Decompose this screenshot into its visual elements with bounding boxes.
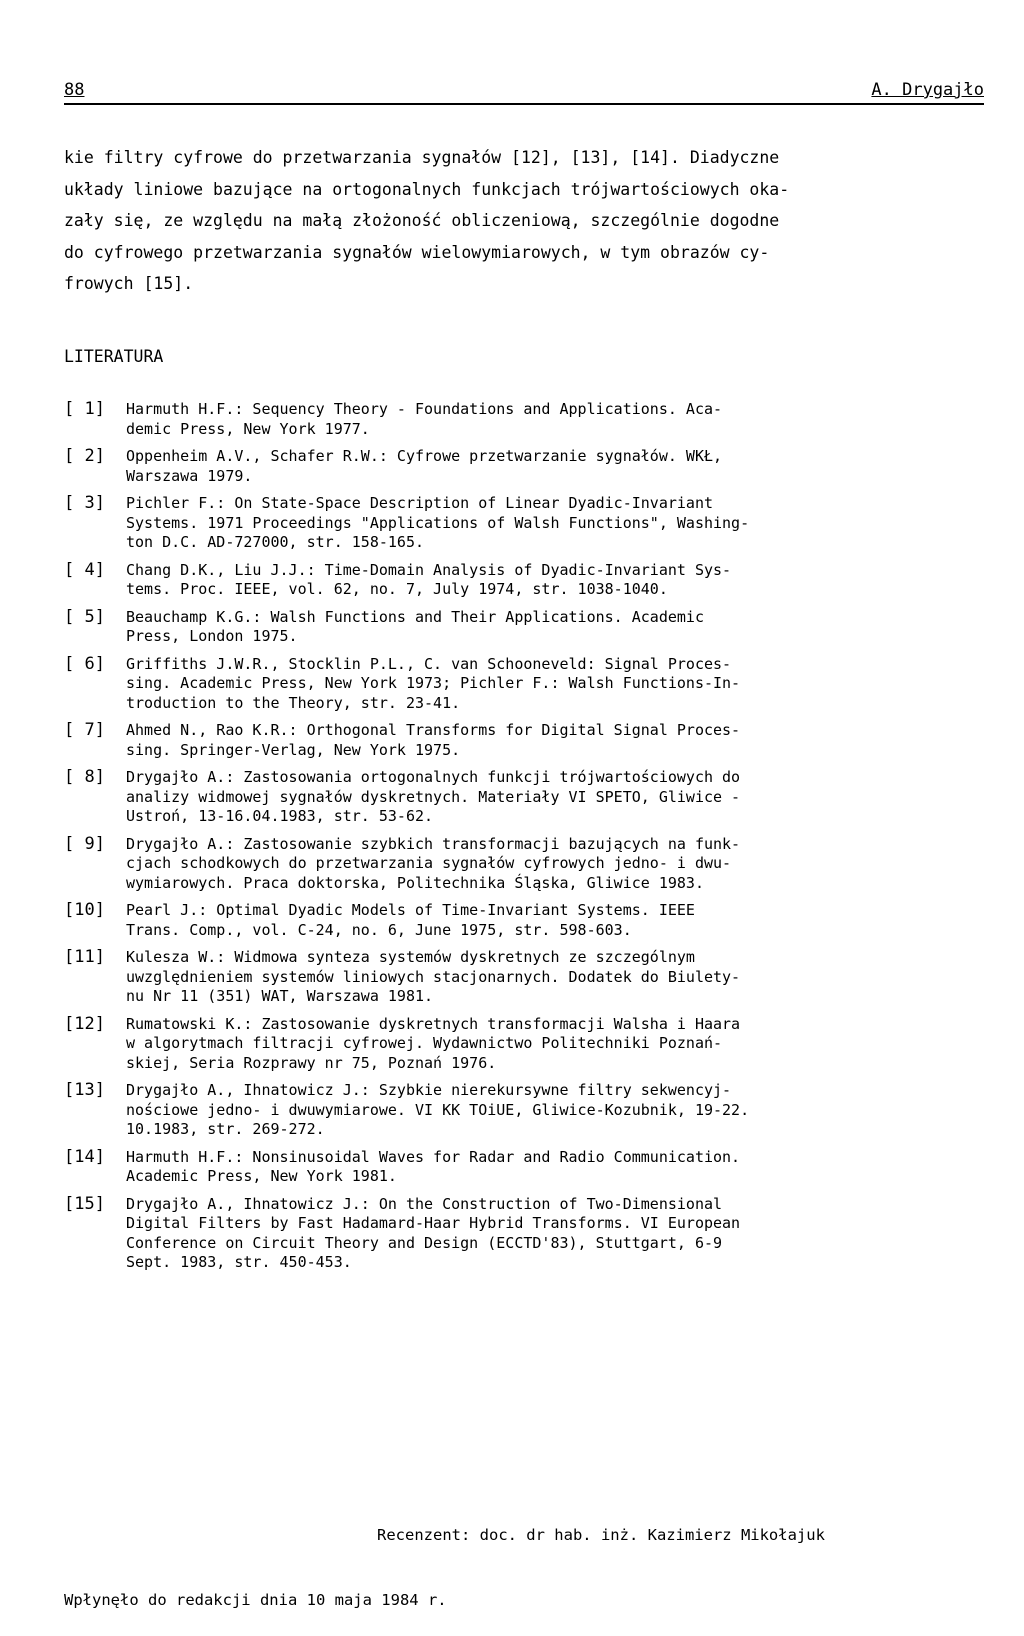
reference-item bbox=[64, 655, 994, 714]
page-number: 88 bbox=[64, 80, 85, 100]
reference-item bbox=[64, 1195, 994, 1273]
intro-paragraph: kie filtry cyfrowe do przetwarzania sygnałów [12], [13], [14]. Diadyczne układy liniowe bazujące na ortogonalnych funkcjach trójwartościowych oka- zały się, ze względu na małą złożoność obliczeniową, szczególnie dogodne do cyfrowego przetwarzania sygnałów wielowymiarowych, w tym obrazów cy- frowych [15]. bbox=[64, 148, 790, 293]
reference-text: Pichler F.: On State-Space Description of Linear Dyadic-Invariant Systems. 1971 Proceedings "Applications of Walsh Functions", Washing- ton D.C. AD-727000, str. 158-165. bbox=[126, 494, 750, 551]
reference-item bbox=[64, 721, 994, 760]
reference-text: Drygajło A., Ihnatowicz J.: On the Construction of Two-Dimensional Digital Filters by Fast Hadamard-Haar Hybrid Transforms. VI European Conference on Circuit Theory and Design (ECCTD'83), Stuttgart, 6-9 Sept. 1983, str. 450-453. bbox=[126, 1194, 741, 1271]
reference-number: [15] bbox=[64, 1193, 105, 1214]
reference-number: [ 5] bbox=[64, 606, 105, 627]
reference-number: [ 2] bbox=[64, 446, 105, 466]
received-date-note: Wpłynęło do redakcji dnia 10 maja 1984 r. bbox=[64, 1591, 447, 1609]
reference-number: [ 8] bbox=[64, 767, 105, 787]
reference-number: [11] bbox=[64, 947, 105, 967]
reference-text: Drygajło A.: Zastosowanie szybkich transformacji bazujących na funk- cjach schodkowych do przetwarzania sygnałów cyfrowych jedno- i dwu- wymiarowych. Praca doktorska, Politechnika Śląska, Gliwice 1983. bbox=[126, 834, 741, 892]
reference-number: [ 1] bbox=[64, 399, 105, 419]
reference-item bbox=[64, 1081, 994, 1140]
running-author: A. Drygajło bbox=[871, 80, 984, 100]
reference-item bbox=[64, 400, 994, 439]
reference-text: Beauchamp K.G.: Walsh Functions and Their Applications. Academic Press, London 1975. bbox=[126, 607, 704, 645]
reference-number: [14] bbox=[64, 1146, 105, 1167]
reference-number: [ 6] bbox=[64, 653, 105, 674]
reference-number: [ 7] bbox=[64, 720, 105, 740]
reference-text: Griffiths J.W.R., Stocklin P.L., C. van Schooneveld: Signal Proces- sing. Academic Press, New York 1973; Pichler F.: Walsh Functions-In- troduction to the Theory, str. 23-41. bbox=[126, 654, 741, 712]
reference-item bbox=[64, 1148, 994, 1187]
reference-text: Drygajło A., Ihnatowicz J.: Szybkie nierekursywne filtry sekwencyj- nościowe jedno- i dwuwymiarowe. VI KK TOiUE, Gliwice-Kozubnik, 19-22. 10.1983, str. 269-272. bbox=[126, 1081, 750, 1138]
reference-number: [12] bbox=[64, 1013, 105, 1034]
reference-text: Chang D.K., Liu J.J.: Time-Domain Analysis of Dyadic-Invariant Sys- tems. Proc. IEEE, vol. 62, no. 7, July 1974, str. 1038-1040. bbox=[126, 560, 732, 598]
reviewer-note: Recenzent: doc. dr hab. inż. Kazimierz Mikołajuk bbox=[377, 1526, 825, 1544]
reference-number: [13] bbox=[64, 1080, 105, 1100]
reference-text: Drygajło A.: Zastosowania ortogonalnych funkcji trójwartościowych do analizy widmowej sygnałów dyskretnych. Materiały VI SPETO, Gliwice - Ustroń, 13-16.04.1983, str. 53-62. bbox=[126, 768, 741, 825]
reference-item bbox=[64, 901, 994, 940]
reference-number: [ 9] bbox=[64, 833, 105, 854]
reference-text: Pearl J.: Optimal Dyadic Models of Time-Invariant Systems. IEEE Trans. Comp., vol. C-24, no. 6, June 1975, str. 598-603. bbox=[126, 901, 695, 939]
reference-item bbox=[64, 608, 994, 647]
reference-item bbox=[64, 948, 994, 1007]
reference-text: Kulesza W.: Widmowa synteza systemów dyskretnych ze szczególnym uwzględnieniem systemów liniowych stacjonarnych. Dodatek do Biulety- nu Nr 11 (351) WAT, Warszawa 1981. bbox=[126, 948, 741, 1005]
reference-item bbox=[64, 447, 994, 486]
reference-item bbox=[64, 561, 994, 600]
running-header bbox=[64, 80, 984, 100]
reference-text: Oppenheim A.V., Schafer R.W.: Cyfrowe przetwarzanie sygnałów. WKŁ, Warszawa 1979. bbox=[126, 447, 723, 485]
reference-text: Ahmed N., Rao K.R.: Orthogonal Transforms for Digital Signal Proces- sing. Springer-Verlag, New York 1975. bbox=[126, 721, 741, 759]
reference-list bbox=[64, 400, 994, 1281]
reference-number: [ 4] bbox=[64, 559, 105, 580]
header-rule bbox=[64, 103, 984, 105]
reference-item bbox=[64, 835, 994, 894]
reference-item bbox=[64, 768, 994, 827]
reference-text: Harmuth H.F.: Nonsinusoidal Waves for Radar and Radio Communication. Academic Press, New York 1981. bbox=[126, 1147, 741, 1185]
reference-number: [10] bbox=[64, 900, 105, 920]
reference-text: Harmuth H.F.: Sequency Theory - Foundations and Applications. Aca- demic Press, New York 1977. bbox=[126, 400, 723, 438]
reference-number: [ 3] bbox=[64, 493, 105, 513]
reference-text: Rumatowski K.: Zastosowanie dyskretnych transformacji Walsha i Haara w algorytmach filtracji cyfrowej. Wydawnictwo Politechniki Poznań- skiej, Seria Rozprawy nr 75, Poznań 1976. bbox=[126, 1014, 741, 1072]
reference-item bbox=[64, 494, 994, 553]
reference-item bbox=[64, 1015, 994, 1074]
section-title: LITERATURA bbox=[64, 347, 164, 366]
